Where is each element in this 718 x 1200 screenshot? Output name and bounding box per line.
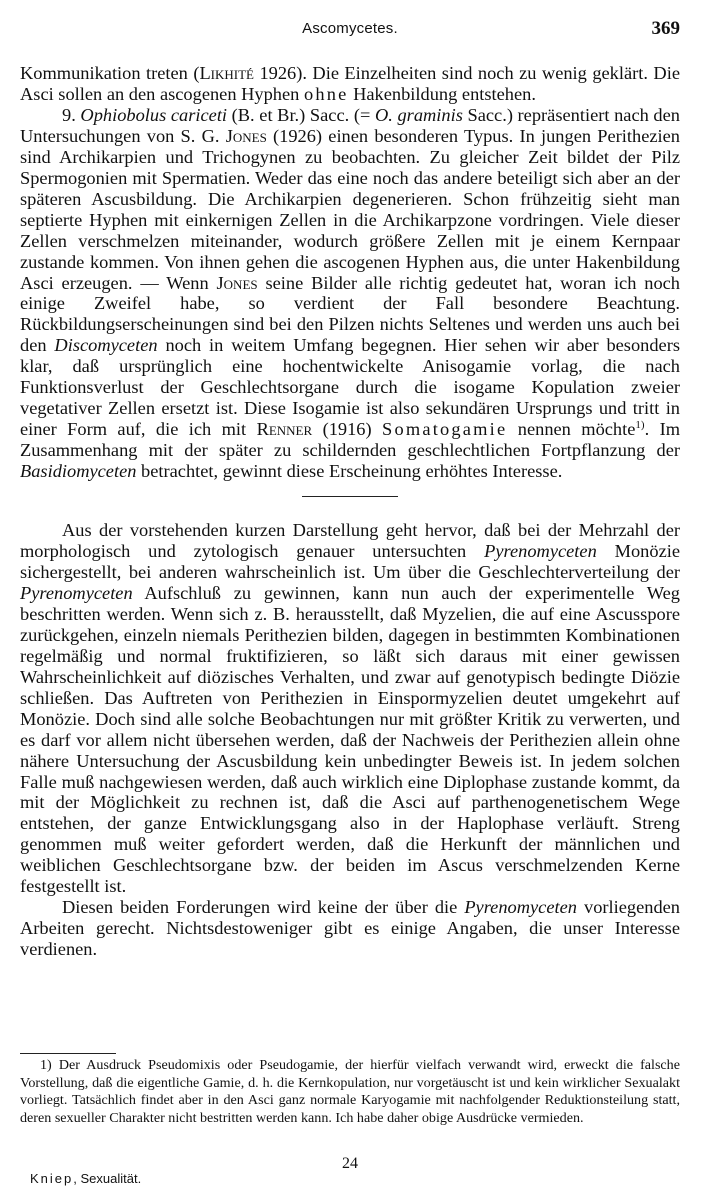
paragraph-1: Kommunikation treten (Likhité 1926). Die Einzelheiten sind noch zu wenig geklärt. Die Asci sollen an den ascogenen Hyphen ohne Hakenbildung entstehen. bbox=[20, 63, 680, 104]
author-name: Jones bbox=[216, 272, 258, 293]
body-text bbox=[20, 63, 680, 960]
paragraph-2: 9. Ophiobolus cariceti (B. et Br.) Sacc. (= O. graminis Sacc.) repräsentiert nach den Untersuchungen von S. G. Jones (1926) einen besonderen Typus. In jungen Perithezien sind Archikarpien und Trichogynen zu beobachten. Zu gleicher Zeit bildet der Pilz Spermogonien mit Spermatien. Weder das eine noch das andere beteiligt sich aber an der späteren Ascusbildung. Die Archikarpien degenerieren. Schon frühzeitig sieht man septierte Hyphen mit einkernigen Zellen in die Archikarpzone vordringen. Viele dieser Zellen verschmelzen miteinander, wodurch größere Zellen mit je einem Kernpaar zustande kommen. Von ihnen gehen die ascogenen Hyphen aus, die unter Hakenbildung Asci erzeugen. — Wenn Jones seine Bilder alle richtig gedeutet hat, woran ich noch einige Zweifel habe, so verdient der Fall besondere Beachtung. Rückbildungserscheinungen sind bei den Pilzen nichts Seltenes und werden uns auch bei den Discomyceten noch in weitem Umfang begegnen. Hier sehen wir aber besonders klar, daß ursprünglich eine hochentwickelte Anisogamie vorlag, die nach Funktionsverlust der Geschlechtsorgane durch die isogame Kopulation zweier vegetativer Zellen ersetzt ist. Diese Isogamie ist also sekundären Ursprungs und tritt in einer Form auf, die ich mit Renner (1916) Somatogamie nennen möchte$^{1)}$. Im Zusammenhang mit der später zu schildernden geschlechtlichen Fortpflanzung der Basidiomyceten betrachtet, gewinnt diese Erscheinung erhöhtes Interesse. bbox=[20, 104, 681, 482]
spaced-emphasis: Somatogamie bbox=[382, 419, 508, 440]
footnote-divider bbox=[20, 1053, 116, 1054]
species-name: Ophiobolus cariceti bbox=[80, 104, 228, 125]
taxon-group: Basidiomyceten bbox=[20, 461, 137, 482]
paragraph-3: Aus der vorstehenden kurzen Darstellung geht hervor, daß bei der Mehrzahl der morphologisch und zytologisch genauer untersuchten Pyrenomyceten Monözie sichergestellt, bei anderen wahrscheinlich ist. Um über die Geschlechterverteilung der Pyrenomyceten Aufschluß zu gewinnen, kann nun auch der experimentelle Weg beschritten werden. Wenn sich z. B. herausstellt, daß Myzelien, die auf eine Ascusspore zurückgehen, einzeln niemals Perithezien bilden, dagegen in bestimmten Kombinationen regelmäßig und normal fruktifizieren, so läßt sich daraus mit einer gewissen Wahrscheinlichkeit auf diözisches Verhalten, und zwar auf genotypisch bedingte Diözie schließen. Das Auftreten von Perithezien in Einspormyzelien deutet umgekehrt auf Monözie. Doch sind alle solche Beobachtungen nur mit größter Kritik zu verwerten, und es darf vor allem nicht übersehen werden, daß der Nachweis der Perithezien allein ohne nähere Untersuchung der Ascusbildung kein unbedingter Beweis ist. In jedem solchen Falle muß nachgewiesen werden, daß auch wirklich eine Diplophase zustande kommt, da mit der Möglichkeit zu rechnen ist, daß die Asci auf parthenogenetischem Wege entstehen, der ganze Entwicklungsgang also in der Haplophase verläuft. Streng genommen muß weiter gefordert werden, daß die Herkunft der männlichen und weiblichen Geschlechtsorgane bzw. der beiden im Ascus verschmelzenden Kerne festgestellt ist. bbox=[20, 520, 680, 897]
footnote-text: 1) Der Ausdruck Pseudomixis oder Pseudogamie, der hierfür vielfach verwandt wird, erweckt die falsche Vorstellung, daß die eigentliche Gamie, d. h. die Kernkopulation, nur vorgetäuscht ist und kein wirklicher Sexualakt vorliegt. Tatsächlich findet aber in den Asci ganz normale Karyogamie mit nachfolgender Reduktionsteilung statt, deren sexueller Charakter nicht bestritten werden kann. Ich habe daher obige Ausdrücke vermieden. bbox=[20, 1057, 680, 1126]
sheet-signature: 24 bbox=[342, 1155, 358, 1172]
paragraph-4: Diesen beiden Forderungen wird keine der über die Pyrenomyceten vorliegenden Arbeiten gerecht. Nichtsdestoweniger gibt es einige Angaben, die unser Interesse verdienen. bbox=[20, 897, 680, 960]
page-number: 369 bbox=[651, 18, 680, 39]
author-name: Jones bbox=[225, 125, 267, 146]
taxon-group: Pyrenomyceten bbox=[464, 897, 577, 918]
running-head-title: Ascomycetes. bbox=[302, 20, 398, 37]
running-head bbox=[20, 20, 680, 44]
taxon-group: Pyrenomyceten bbox=[20, 582, 133, 603]
footnote bbox=[20, 1057, 680, 1127]
footnote-reference: 1) bbox=[635, 419, 645, 432]
author-name: Renner bbox=[256, 419, 313, 440]
book-page bbox=[20, 0, 680, 1200]
synonym-name: O. graminis bbox=[374, 104, 463, 125]
author-name: Likhité bbox=[199, 63, 255, 83]
taxon-group: Pyrenomyceten bbox=[484, 541, 597, 562]
spaced-emphasis: ohne bbox=[303, 83, 349, 104]
book-short-title: , Sexualität. bbox=[73, 1171, 142, 1186]
section-divider bbox=[302, 496, 398, 497]
author-signature bbox=[30, 1171, 141, 1186]
taxon-group: Discomyceten bbox=[54, 335, 158, 356]
author-short: Kniep bbox=[30, 1171, 74, 1186]
